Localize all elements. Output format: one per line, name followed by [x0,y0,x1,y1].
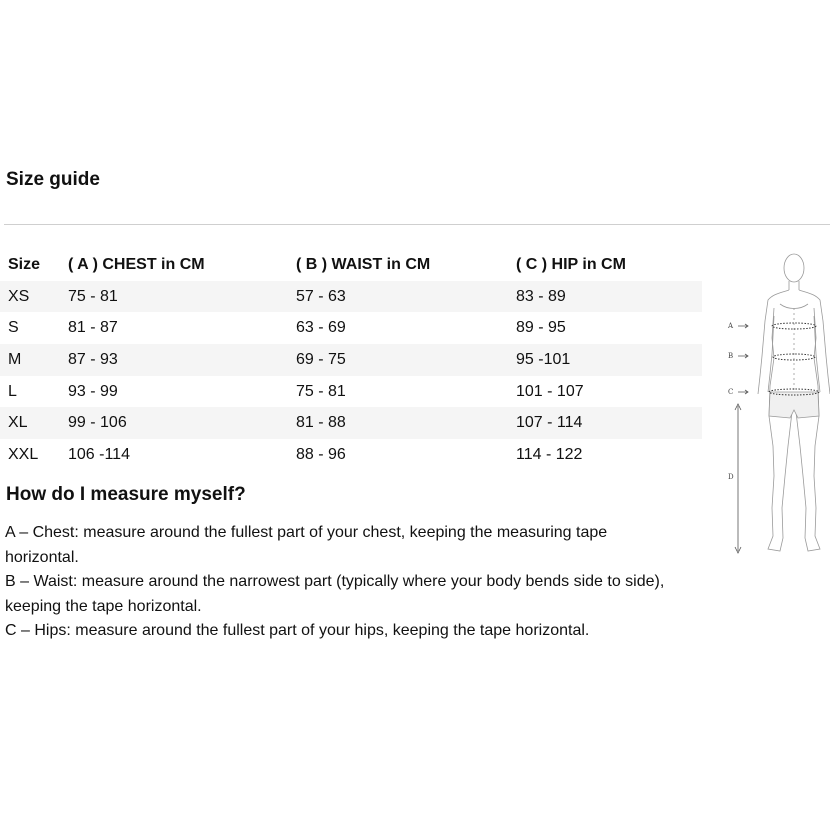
table-row [0,439,702,471]
cell-chest: 106 -114 [68,445,130,463]
cell-size: L [8,382,17,400]
cell-waist: 57 - 63 [288,281,508,313]
cell-hip: 101 - 107 [516,382,584,400]
measure-heading: How do I measure myself? [6,484,246,505]
cell-chest: 75 - 81 [60,281,288,313]
size-table [0,249,702,471]
figure-shorts [769,392,819,418]
cell-size: S [8,319,19,337]
chest-instruction: A – Chest: measure around the fullest part of your chest, keeping the measuring tape horizontal. [5,524,608,566]
hip-instruction: C – Hips: measure around the fullest part of your hips, keeping the tape horizontal. [5,622,590,639]
divider [4,224,830,225]
header-size: Size [8,255,41,273]
header-chest: ( A ) CHEST in CM [68,255,205,273]
cell-size: XXL [8,445,39,463]
marker-b: B [728,352,734,360]
table-row [0,376,702,408]
cell-chest: 93 - 99 [68,382,118,400]
cell-waist: 63 - 69 [296,319,346,337]
figure-left-side [768,308,792,551]
cell-waist: 88 - 96 [296,445,346,463]
marker-a: A [728,322,734,330]
hip-arrow [738,390,748,394]
cell-size: XS [0,281,60,313]
figure-right-side [796,308,820,551]
table-row [0,281,702,313]
cell-hip: 114 - 122 [516,445,583,463]
figure-head [784,254,804,282]
marker-c: C [728,388,734,396]
waist-arrow [738,354,748,358]
header-waist: ( B ) WAIST in CM [296,255,431,273]
page-title: Size guide [6,169,100,190]
cell-hip: 107 - 114 [508,407,702,439]
cell-waist: 75 - 81 [296,382,346,400]
cell-waist: 69 - 75 [288,344,508,376]
cell-chest: 99 - 106 [60,407,288,439]
cell-size: M [0,344,60,376]
table-header-row [0,249,702,281]
chest-arrow [738,324,748,328]
cell-chest: 87 - 93 [60,344,288,376]
header-hip: ( C ) HIP in CM [516,255,626,273]
table-row [0,312,702,344]
cell-size: XL [0,407,60,439]
figure-collar [780,304,808,309]
marker-d: D [728,473,734,481]
cell-hip: 95 -101 [508,344,702,376]
measure-instructions [5,521,685,644]
table-row [0,407,702,439]
cell-hip: 83 - 89 [508,281,702,313]
body-measurement-figure [718,246,830,566]
cell-chest: 81 - 87 [68,319,118,337]
waist-instruction: B – Waist: measure around the narrowest part (typically where your body bends side to side), keeping the tape horizontal. [5,573,665,615]
cell-waist: 81 - 88 [288,407,508,439]
table-row [0,344,702,376]
cell-hip: 89 - 95 [516,319,566,337]
